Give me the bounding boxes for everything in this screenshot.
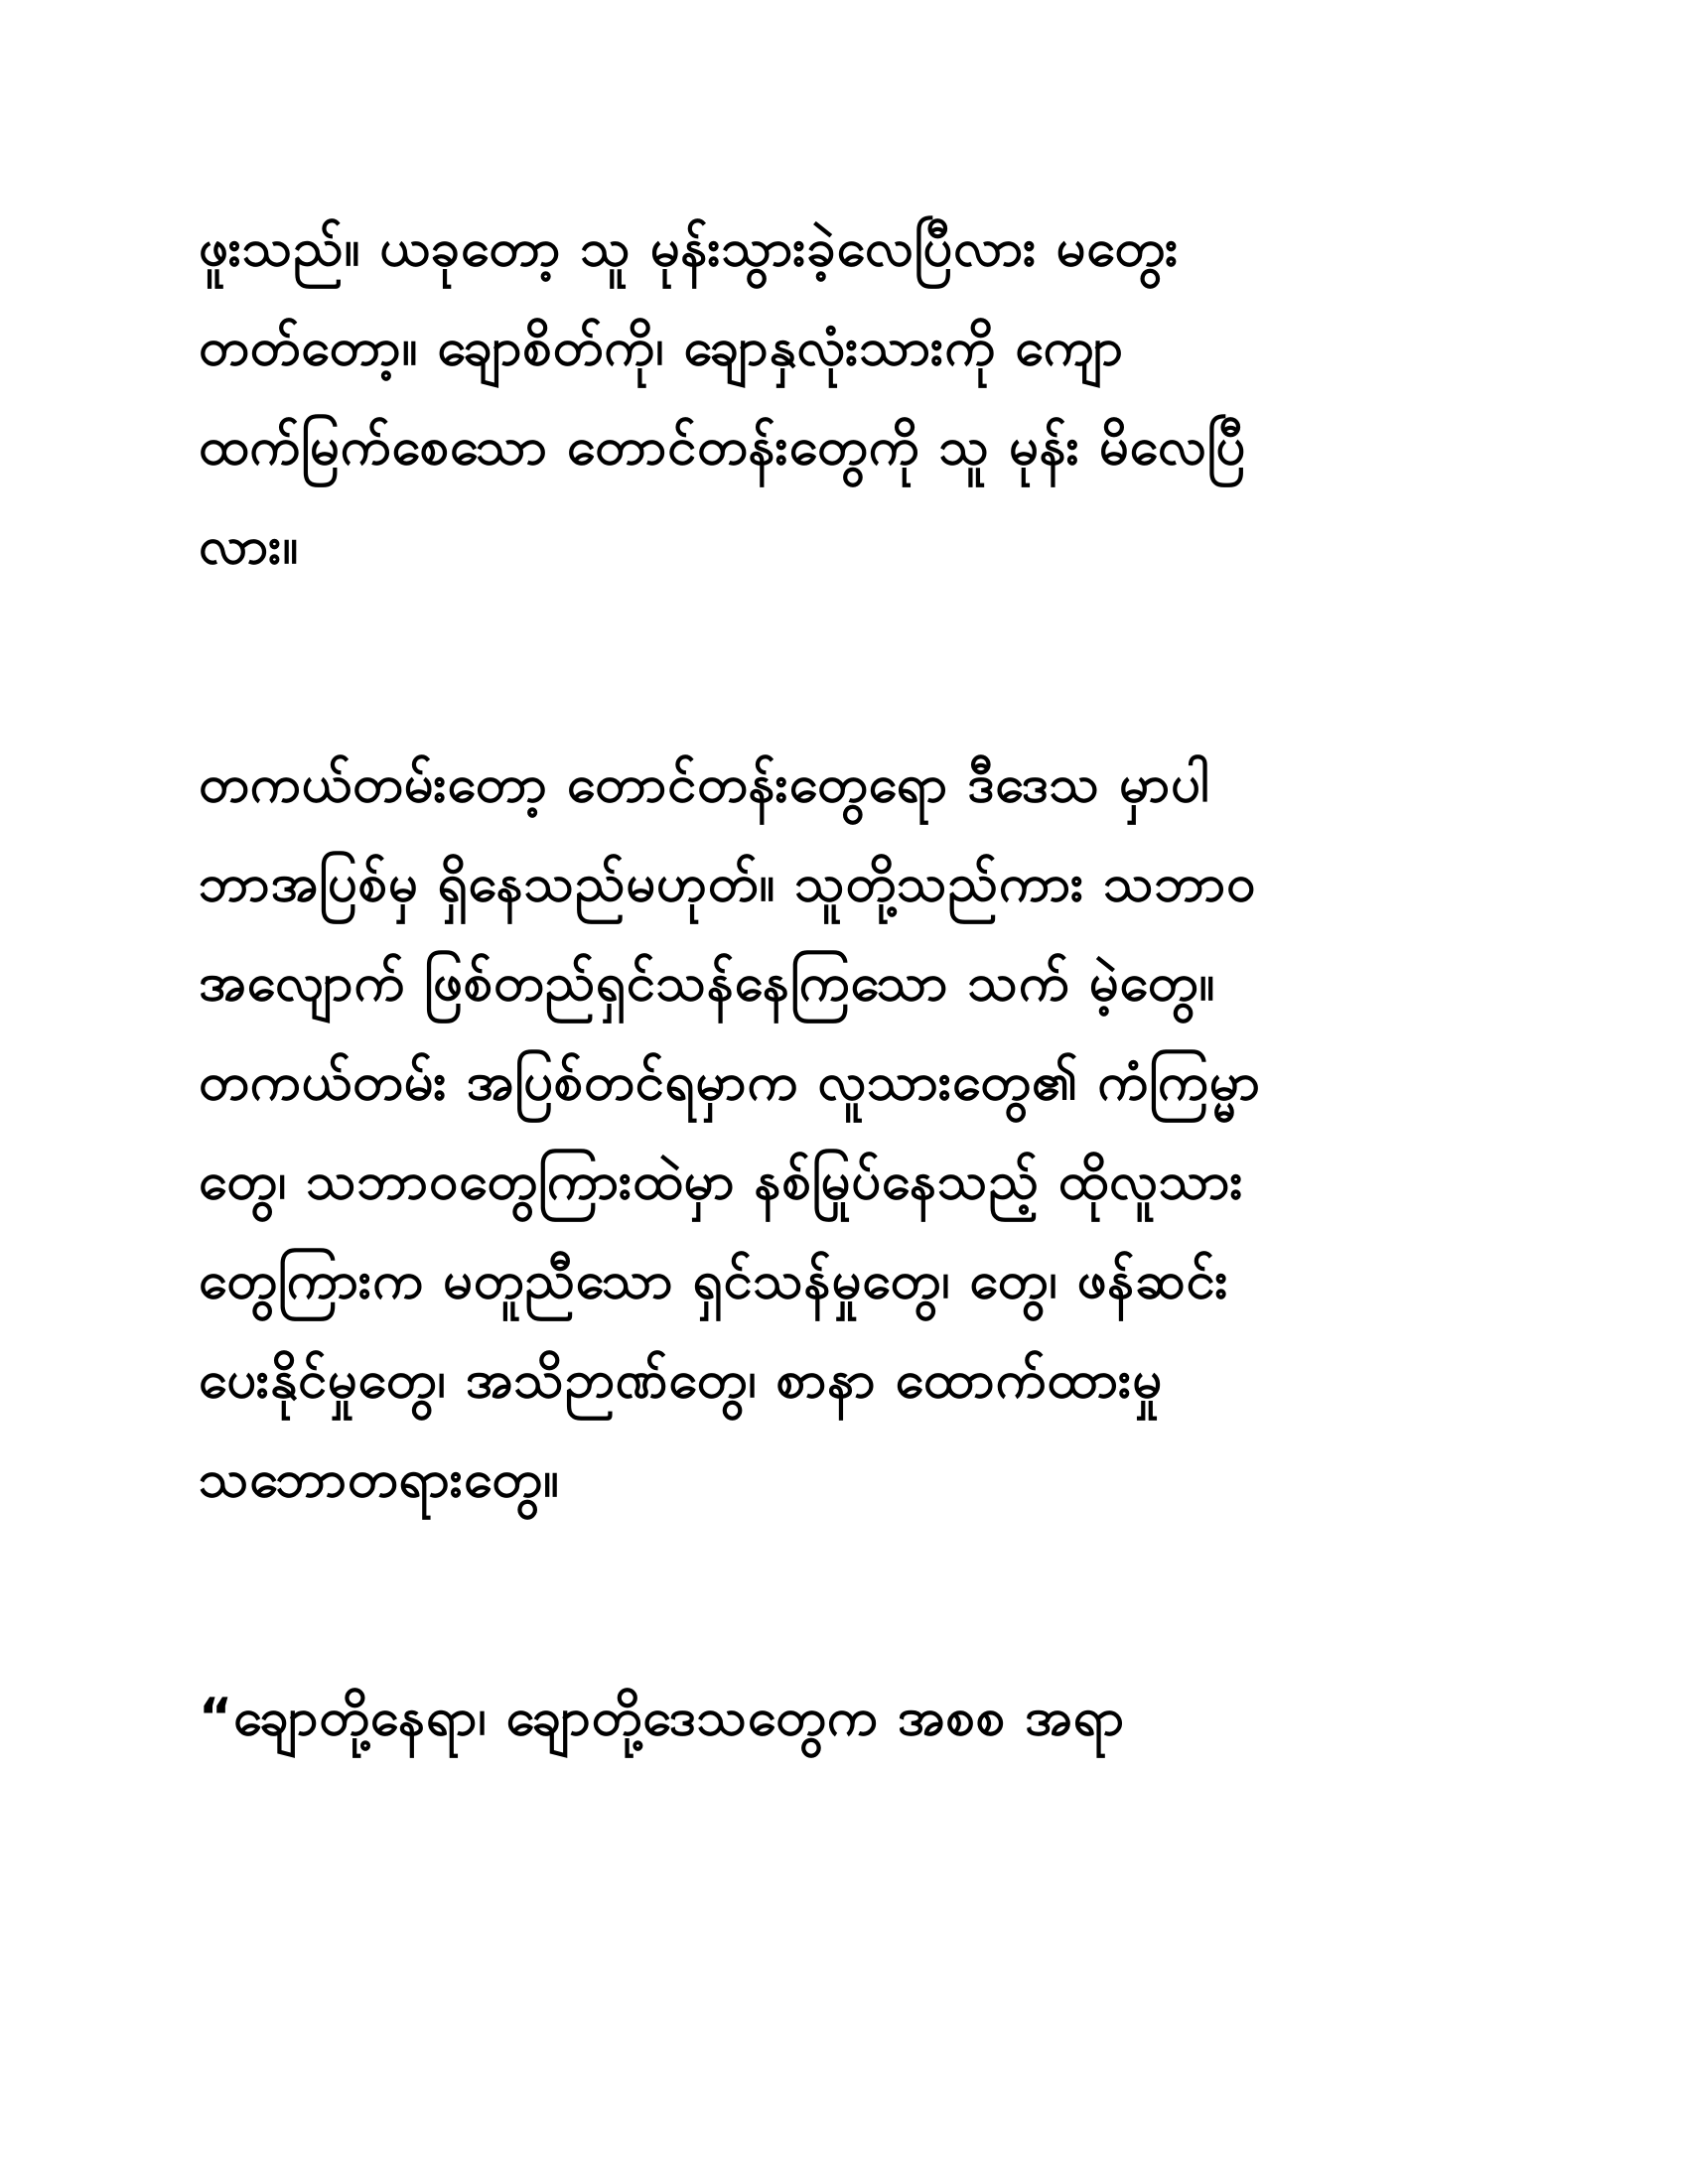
text-line: တကယ်တမ်း အပြစ်တင်ရမှာက လူသားတွေ၏ ကံကြမ္မာ [199,1052,1261,1112]
text-line: ပေးနိုင်မှုတွေ၊ အသိဉာဏ်တွေ၊ စာနာ ထောက်ထားမှု [199,1350,1163,1410]
text-line: လား။ [199,516,300,576]
text-line: ထက်မြက်စေသော တောင်တန်းတွေကို သူ မုန်း မိလေပြီ [199,417,1246,477]
text-line: အလျောက် ဖြစ်တည်ရှင်သန်နေကြသော သက် မဲ့တွေ။ [199,953,1216,1013]
paragraph-1 [199,199,1509,596]
paragraph-2 [199,735,1509,1529]
text-line: ဘာအပြစ်မှ ရှိနေသည်မဟုတ်။ သူတို့သည်ကား သဘာဝ [199,854,1257,913]
text-line: တွေ၊ သဘာဝတွေကြားထဲမှာ နစ်မြုပ်နေသည့် ထိုလူသား [199,1152,1244,1211]
text-line: တကယ်တမ်းတော့ တောင်တန်းတွေရော ဒီဒေသ မှာပါ [199,754,1210,814]
text-line: “ချောတို့နေရာ၊ ချောတို့ဒေသတွေက အစစ အရာ [199,1688,1126,1747]
text-line: တတ်တော့။ ချောစိတ်ကို၊ ချောနှလုံးသားကို ကျော [199,318,1124,377]
text-line: သဘောတရားတွေ။ [199,1449,560,1509]
paragraph-3 [199,1668,1509,1767]
text-line: ဖူးသည်။ ယခုတော့ သူ မုန်းသွားခဲ့လေပြီလား မတွေး [199,218,1180,278]
text-line: တွေကြားက မတူညီသော ရှင်သန်မှုတွေ၊ တွေ၊ ဖန်ဆင်း [199,1251,1229,1310]
